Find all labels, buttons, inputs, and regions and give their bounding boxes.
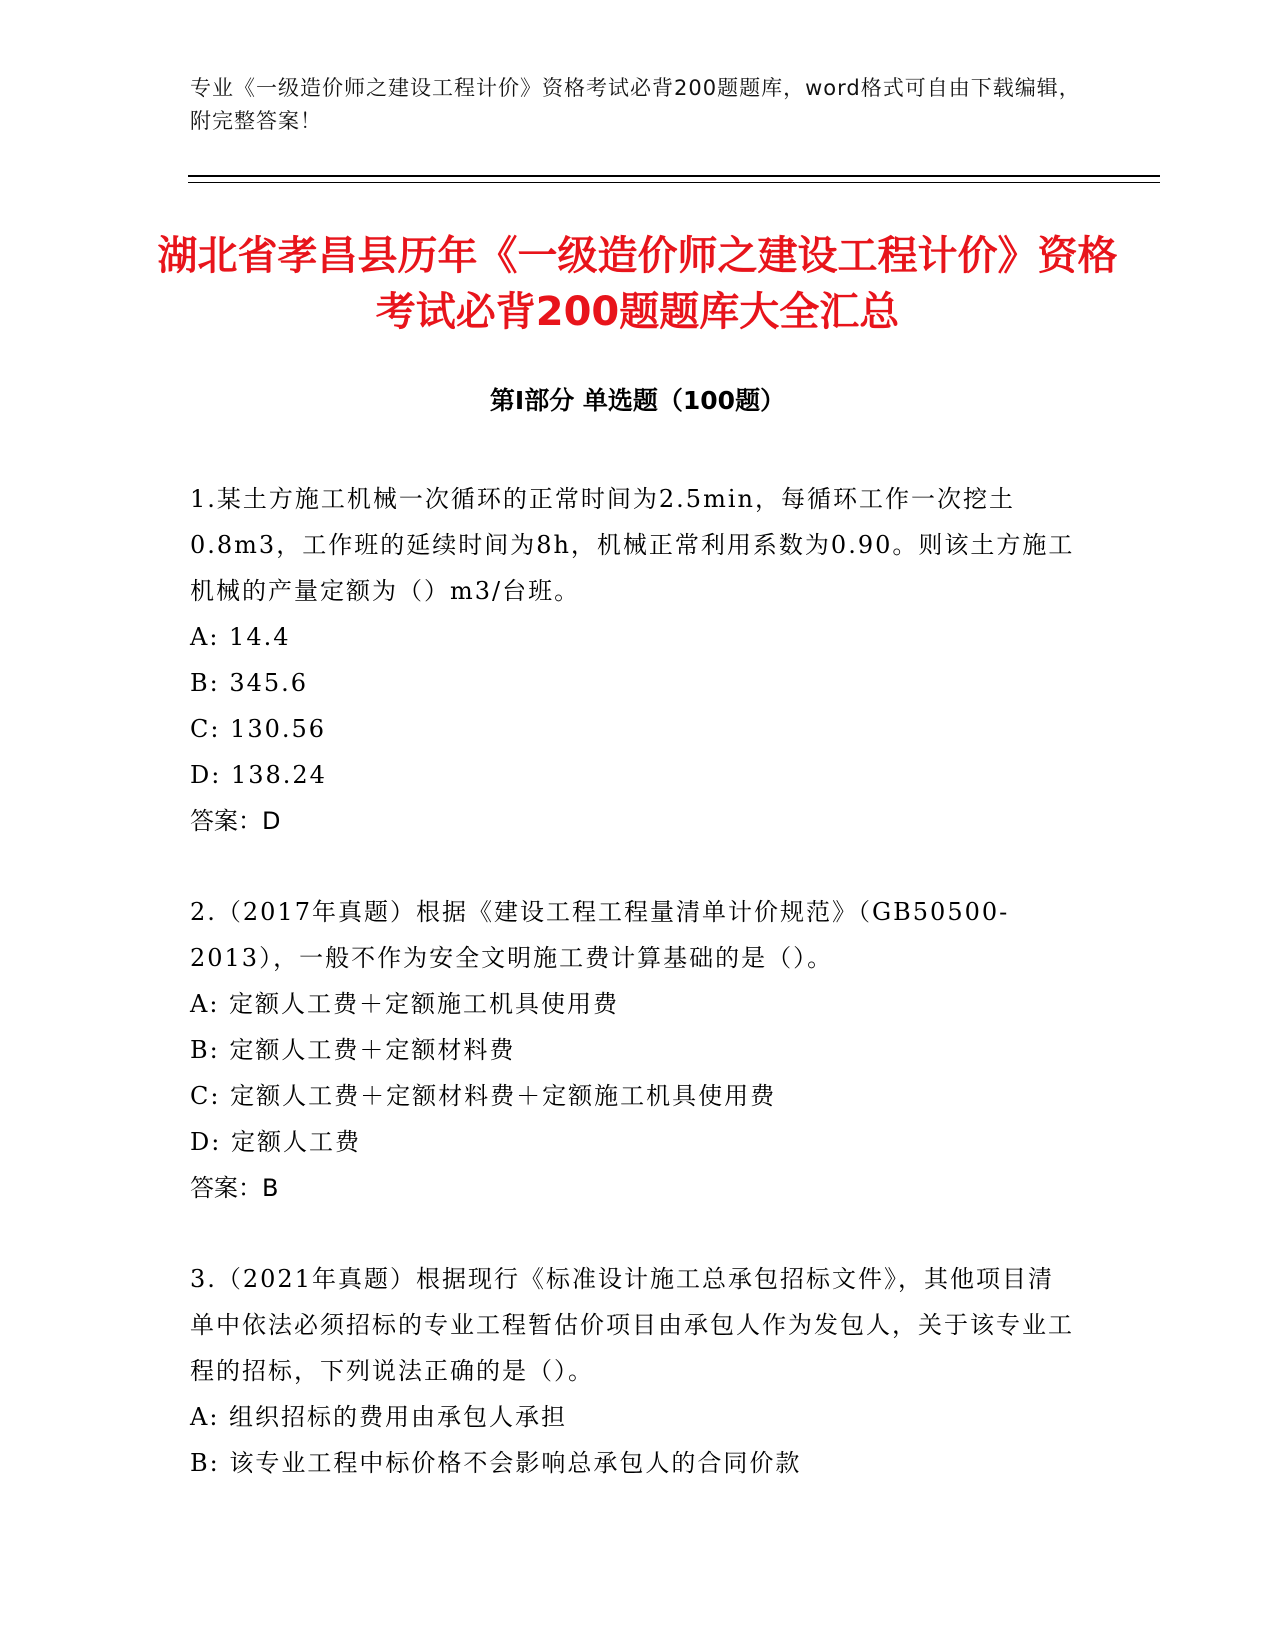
option-c: C: 定额人工费＋定额材料费＋定额施工机具使用费 bbox=[190, 1082, 777, 1110]
option-b: B: 该专业工程中标价格不会影响总承包人的合同价款 bbox=[190, 1449, 802, 1477]
question-stem: 3.（2021年真题）根据现行《标准设计施工总承包招标文件》，其他项目清单中依法必须招标的专业工程暂估价项目由承包人作为发包人，关于该专业工程的招标，下列说法正确的是（）。 bbox=[190, 1265, 1074, 1385]
option-d: D: 定额人工费 bbox=[190, 1128, 361, 1156]
option-a: A: 定额人工费＋定额施工机具使用费 bbox=[190, 990, 620, 1018]
document-title: 湖北省孝昌县历年《一级造价师之建设工程计价》资格考试必背200题题库大全汇总 bbox=[157, 233, 1118, 335]
header-note: 专业《一级造价师之建设工程计价》资格考试必背200题题库，word格式可自由下载编辑，附完整答案！ bbox=[190, 76, 1081, 133]
option-a: A: 14.4 bbox=[190, 623, 291, 651]
answer: 答案：B bbox=[190, 1174, 279, 1202]
question-2 bbox=[190, 889, 1075, 1211]
question-stem: 2.（2017年真题）根据《建设工程工程量清单计价规范》（GB50500-2013），一般不作为安全文明施工费计算基础的是（）。 bbox=[190, 898, 1010, 972]
answer: 答案：D bbox=[190, 807, 281, 835]
question-3 bbox=[190, 1256, 1075, 1486]
option-a: A: 组织招标的费用由承包人承担 bbox=[190, 1403, 568, 1431]
question-stem: 1.某土方施工机械一次循环的正常时间为2.5min，每循环工作一次挖土0.8m3，工作班的延续时间为8h，机械正常利用系数为0.90。则该土方施工机械的产量定额为（）m3/台班。 bbox=[190, 485, 1075, 605]
section-title: 第Ⅰ部分 单选题（100题） bbox=[489, 386, 786, 415]
option-d: D: 138.24 bbox=[190, 761, 327, 789]
option-b: B: 定额人工费＋定额材料费 bbox=[190, 1036, 516, 1064]
header-divider-thin bbox=[188, 182, 1160, 183]
option-b: B: 345.6 bbox=[190, 669, 309, 697]
question-list bbox=[190, 476, 1075, 1531]
header-divider-thick bbox=[188, 175, 1160, 177]
option-c: C: 130.56 bbox=[190, 715, 327, 743]
question-1 bbox=[190, 476, 1075, 844]
